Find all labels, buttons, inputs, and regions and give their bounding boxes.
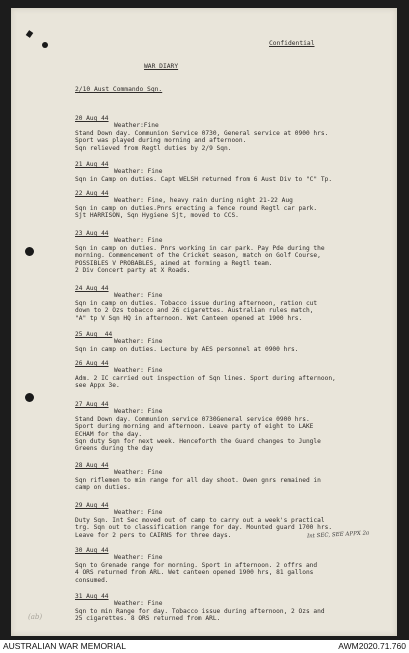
entry-text-line: Sqn riflemen to min range for all day shoot. Owen gnrs remained in [75,476,321,484]
ink-mark [42,42,48,48]
entry-text-line: see Appx 3e. [75,382,120,390]
entry-text-line: camp on duties. [75,484,131,492]
entry-weather: Weather: Fine [114,509,163,517]
entry-text-line: 4 ORS returned from ARL. Wet canteen opened 1900 hrs, 81 gallons [75,569,314,577]
entry-date: 27 Aug 44 [75,401,109,408]
entry-text-line: Sqn to Grenade range for morning. Sport in afternoon. 2 offrs and [75,561,318,569]
entry-weather: Weather: Fine [114,367,163,375]
footer-bar [0,640,409,653]
handwritten-note: Int SEC, SEE APPX 2a [306,530,370,540]
entry-date: 30 Aug 44 [75,547,109,554]
entry-weather: Weather: Fine [114,408,163,416]
entry-text-line: Stand Down day. Communion service 0730General service 0900 hrs. [75,415,310,423]
entry-text-line: Sport during morning and afternoon. Leave party of eight to LAKE [75,423,314,431]
entry-text-line: Stand Down day. Communion Service 0730, General service at 0900 hrs. [75,129,329,137]
entry-text-line: Sjt HARRISON, Sqn Hygiene Sjt, moved to CCS. [75,212,239,220]
entry-text-line: Sqn duty Sqn for next week. Henceforth the Guard changes to Jungle [75,438,321,445]
entry-date: 24 Aug 44 [75,285,109,292]
entry-text-line: Sqn in camp on duties. Tobacco issue during afternoon, ration cut [75,299,318,307]
entry-weather: Weather: Fine [114,338,163,346]
entry-weather: Weather:Fine [114,122,159,130]
diary-page [11,8,397,636]
entry-date: 22 Aug 44 [75,190,109,197]
entry-text-line: Sqn in camp on duties.Pnrs erecting a fence round Regtl car park. [75,204,318,212]
footer-institution: AUSTRALIAN WAR MEMORIAL [3,641,126,651]
entry-weather: Weather: Fine [114,600,163,608]
entry-text-line: ECHAM for the day. [75,430,143,438]
punch-hole [25,247,34,256]
entry-text-line: 2 Div Concert party at X Roads. [75,267,191,274]
entry-date: 25 Aug 44 [75,331,113,338]
entry-date: 29 Aug 44 [75,502,109,509]
entry-date: 26 Aug 44 [75,360,109,367]
entry-text-line: Sport was played during morning and afternoon. [75,137,247,145]
entry-weather: Weather: Fine [114,469,163,477]
entry-text-line: Duty Sqn. Int Sec moved out of camp to carry out a week's practical [75,516,325,524]
entry-date: 21 Aug 44 [75,161,109,168]
ink-mark [26,30,34,38]
entry-date: 23 Aug 44 [75,230,109,237]
punch-hole [25,393,34,402]
entry-text-line: Sqn in camp on duties. Lecture by AES personnel at 0900 hrs. [75,345,299,353]
entry-text-line: "A" tp V Sqn HQ in afternoon. Wet Canteen opened at 1900 hrs. [75,314,303,322]
entry-weather: Weather: Fine [114,237,163,245]
entry-text-line: Greens during the day [75,445,154,453]
classification: Confidential [269,40,315,47]
entry-text-line: Sqn relieved from Regtl duties by 2/9 Sqn. [75,144,232,152]
entry-text-line: Sqn in camp on duties. Pnrs working in car park. Pay Pde during the [75,244,325,252]
unit-name: 2/10 Aust Commando Sqn. [75,86,163,93]
entry-date: 28 Aug 44 [75,462,109,469]
entry-text-line: Sqn to min Range for day. Tobacco issue during afternoon, 2 Ozs and [75,607,325,615]
entry-text-line: Sqn in Camp on duties. Capt WELSH returned from 6 Aust Div to "C" Tp. [75,175,333,183]
entry-weather: Weather: Fine [114,554,163,562]
pencil-mark: (ab) [28,613,43,621]
entry-date: 31 Aug 44 [75,593,109,600]
entry-text-line: Adm. 2 IC carried out inspection of Sqn lines. Sport during afternoon, [75,374,336,382]
footer-accession-id: AWM2020.71.760 [338,641,406,651]
entry-text-line: trg. Sqn out to classification range for day. Mounted guard 1700 hrs. [75,524,333,532]
page-title: WAR DIARY [144,63,179,70]
entry-text-line: consumed. [75,576,109,584]
entry-weather: Weather: Fine [114,168,163,176]
entry-text-line: down to 2 Ozs tobacco and 26 cigarettes. Australian rules match, [75,307,314,315]
entry-text-line: POSSIBLES V PROBABLES, aimed at forming a Regtl team. [75,259,273,267]
entry-weather: Weather: Fine, heavy rain during night 21-22 Aug [114,197,293,205]
entry-text-line: morning. Commencement of the Cricket season, match on Golf Course, [75,252,321,260]
entry-weather: Weather: Fine [114,292,163,300]
entry-text-line: Leave for 2 pers to CAIRNS for three days. [75,531,232,539]
entry-text-line: 25 cigarettes. 8 ORS returned from ARL. [75,615,221,623]
entry-date: 20 Aug 44 [75,115,109,122]
